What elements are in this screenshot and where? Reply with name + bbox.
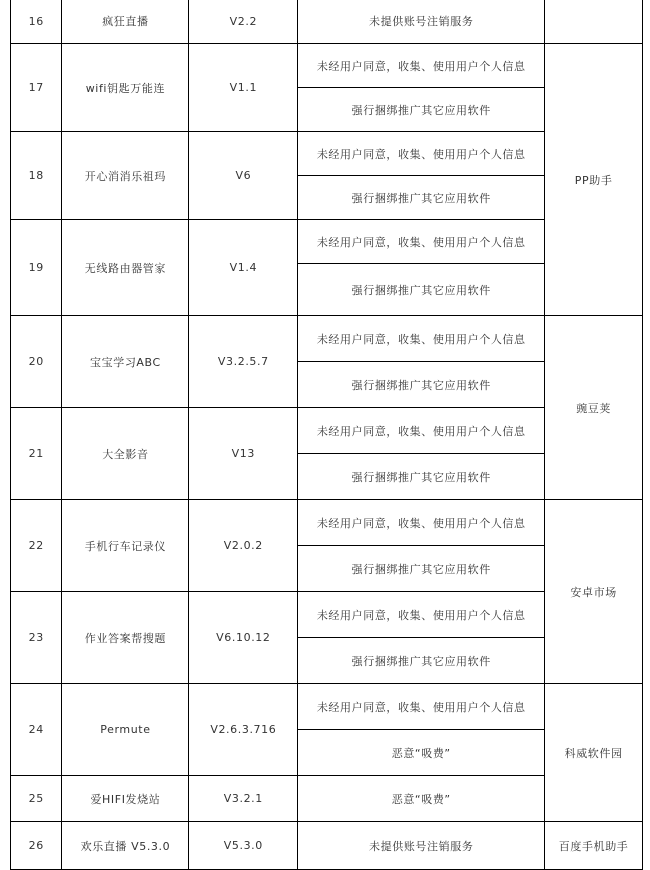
table-row — [11, 44, 643, 88]
row-number: 23 — [11, 592, 62, 684]
issue-cell: 强行捆绑推广其它应用软件 — [298, 264, 545, 316]
issue-cell: 强行捆绑推广其它应用软件 — [298, 454, 545, 500]
row-number: 26 — [11, 822, 62, 870]
app-name: 欢乐直播 V5.3.0 — [62, 822, 189, 870]
app-version: V1.4 — [189, 220, 298, 316]
app-name: 大全影音 — [62, 408, 189, 500]
issue-cell: 强行捆绑推广其它应用软件 — [298, 546, 545, 592]
store-name: 百度手机助手 — [545, 822, 643, 870]
row-number: 25 — [11, 776, 62, 822]
row-number: 19 — [11, 220, 62, 316]
table-row — [11, 500, 643, 546]
app-name: 作业答案帮搜题 — [62, 592, 189, 684]
store-name: 安卓市场 — [545, 500, 643, 684]
issue-cell: 未经用户同意，收集、使用用户个人信息 — [298, 500, 545, 546]
row-number: 20 — [11, 316, 62, 408]
app-version: V2.6.3.716 — [189, 684, 298, 776]
app-version: V3.2.5.7 — [189, 316, 298, 408]
issue-cell: 未经用户同意，收集、使用用户个人信息 — [298, 684, 545, 730]
app-version: V6.10.12 — [189, 592, 298, 684]
store-name: 豌豆荚 — [545, 316, 643, 500]
app-version: V13 — [189, 408, 298, 500]
issue-cell: 恶意“吸费” — [298, 730, 545, 776]
app-name: 爱HIFI发烧站 — [62, 776, 189, 822]
issue-cell: 未经用户同意，收集、使用用户个人信息 — [298, 316, 545, 362]
issue-cell: 未经用户同意，收集、使用用户个人信息 — [298, 220, 545, 264]
table-row — [11, 316, 643, 362]
app-name: 手机行车记录仪 — [62, 500, 189, 592]
table-row — [11, 0, 643, 44]
row-number: 16 — [11, 0, 62, 44]
row-number: 17 — [11, 44, 62, 132]
issue-cell: 恶意“吸费” — [298, 776, 545, 822]
issue-cell: 未经用户同意，收集、使用用户个人信息 — [298, 592, 545, 638]
app-name: Permute — [62, 684, 189, 776]
issue-cell: 未经用户同意，收集、使用用户个人信息 — [298, 44, 545, 88]
row-number: 24 — [11, 684, 62, 776]
row-number: 18 — [11, 132, 62, 220]
app-name: wifi钥匙万能连 — [62, 44, 189, 132]
app-name: 宝宝学习ABC — [62, 316, 189, 408]
app-name: 无线路由器管家 — [62, 220, 189, 316]
table-row — [11, 822, 643, 870]
app-version: V3.2.1 — [189, 776, 298, 822]
issue-cell: 未经用户同意，收集、使用用户个人信息 — [298, 408, 545, 454]
issue-cell: 未提供账号注销服务 — [298, 0, 545, 44]
issue-cell: 强行捆绑推广其它应用软件 — [298, 88, 545, 132]
issue-cell: 强行捆绑推广其它应用软件 — [298, 362, 545, 408]
row-number: 21 — [11, 408, 62, 500]
app-version: V5.3.0 — [189, 822, 298, 870]
app-name: 开心消消乐祖玛 — [62, 132, 189, 220]
app-name: 疯狂直播 — [62, 0, 189, 44]
store-name: PP助手 — [545, 44, 643, 316]
app-version: V2.2 — [189, 0, 298, 44]
store-cell-empty — [545, 0, 643, 44]
issue-cell: 强行捆绑推广其它应用软件 — [298, 176, 545, 220]
row-number: 22 — [11, 500, 62, 592]
app-version: V2.0.2 — [189, 500, 298, 592]
store-name: 科威软件园 — [545, 684, 643, 822]
app-violation-table — [10, 0, 643, 870]
app-version: V1.1 — [189, 44, 298, 132]
issue-cell: 未经用户同意，收集、使用用户个人信息 — [298, 132, 545, 176]
issue-cell: 强行捆绑推广其它应用软件 — [298, 638, 545, 684]
app-version: V6 — [189, 132, 298, 220]
issue-cell: 未提供账号注销服务 — [298, 822, 545, 870]
table-row — [11, 684, 643, 730]
